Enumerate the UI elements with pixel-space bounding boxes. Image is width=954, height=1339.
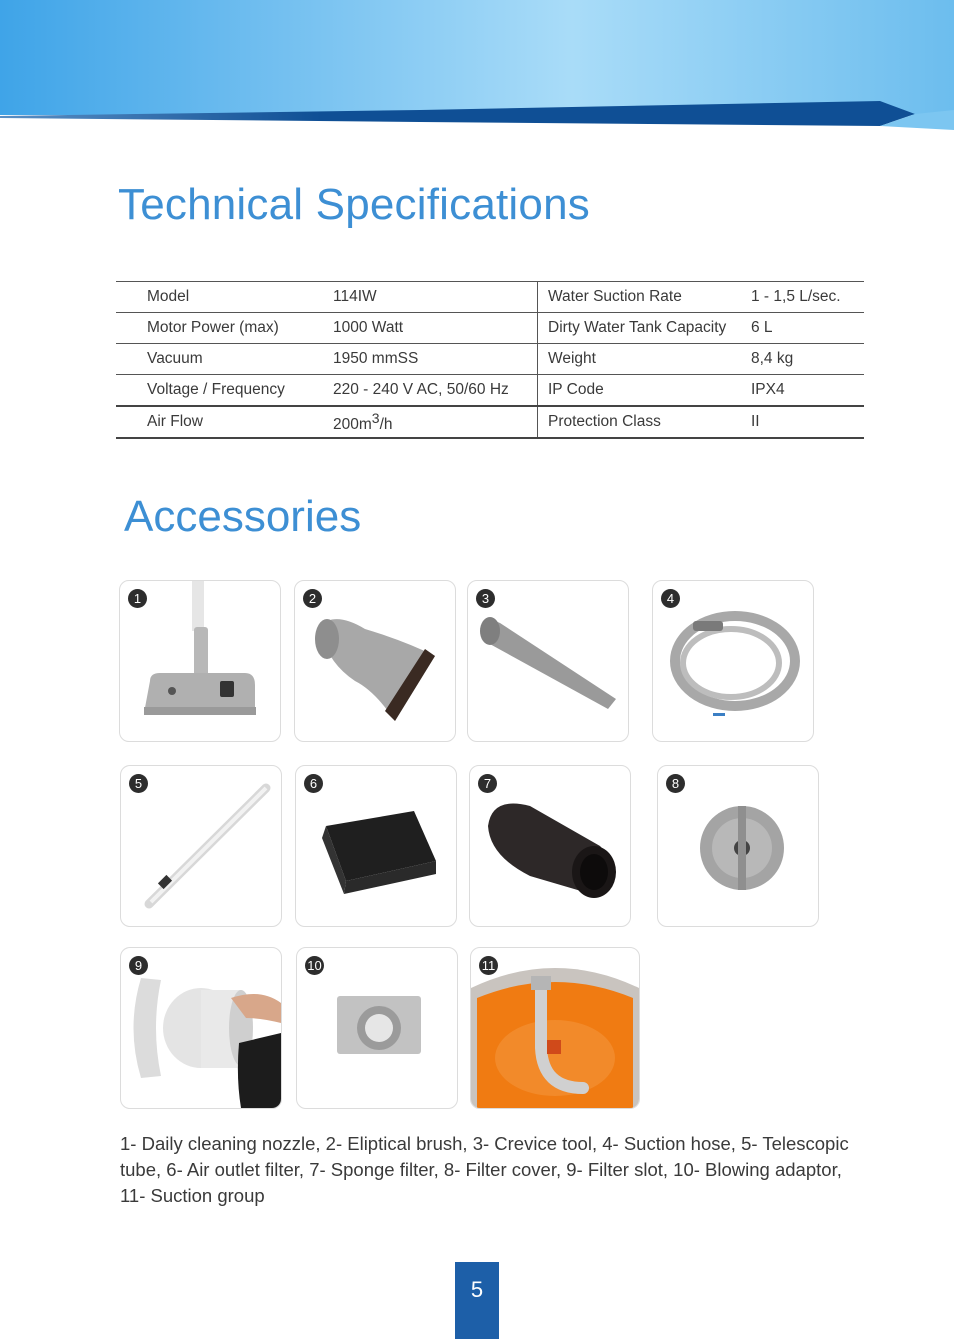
suction-group-icon [471,948,639,1108]
accessory-number-badge: 10 [305,956,324,975]
accessory-tile-2 [294,580,456,742]
spec-value: 114IW [333,282,538,313]
header-banner [0,0,954,130]
accessory-tile-3 [467,580,629,742]
spec-label: Protection Class [538,406,752,438]
accessory-number-badge: 6 [304,774,323,793]
spec-value: 6 L [751,313,864,344]
accessory-tile-6 [295,765,457,927]
page-number: 5 [455,1262,499,1339]
spec-value: 220 - 240 V AC, 50/60 Hz [333,375,538,407]
accessory-tile-9 [120,947,282,1109]
accessory-tile-7 [469,765,631,927]
spec-value: 1000 Watt [333,313,538,344]
spec-label: Water Suction Rate [538,282,752,313]
air-flow-unit-exponent: 3 [371,409,380,426]
accessory-number-badge: 4 [661,589,680,608]
page-title: Technical Specifications [118,180,590,229]
spec-label: Weight [538,344,752,375]
spec-label: Model [116,282,333,313]
spec-value: 1950 mmSS [333,344,538,375]
air-flow-unit-suffix: /h [379,416,393,434]
accessory-tile-4 [652,580,814,742]
table-row [116,375,864,407]
accessory-tile-11 [470,947,640,1109]
spec-label: IP Code [538,375,752,407]
spec-value: 8,4 kg [751,344,864,375]
accessory-number-badge: 7 [478,774,497,793]
specs-table [116,281,864,439]
accessories-title: Accessories [124,492,362,541]
table-row [116,344,864,375]
table-row [116,313,864,344]
accessory-number-badge: 3 [476,589,495,608]
spec-label: Air Flow [116,406,333,438]
accessory-tile-10 [296,947,458,1109]
accessory-tile-8 [657,765,819,927]
table-row [116,406,864,438]
air-flow-value: 200m [333,416,372,434]
accessory-tile-1 [119,580,281,742]
spec-label: Vacuum [116,344,333,375]
spec-value [333,406,538,438]
accessory-number-badge: 9 [129,956,148,975]
accessory-number-badge: 5 [129,774,148,793]
accessory-number-badge: 1 [128,589,147,608]
spec-label: Dirty Water Tank Capacity [538,313,752,344]
spec-value: 1 - 1,5 L/sec. [751,282,864,313]
accessory-tile-5 [120,765,282,927]
spec-label: Voltage / Frequency [116,375,333,407]
accessory-number-badge: 2 [303,589,322,608]
accessories-caption: 1- Daily cleaning nozzle, 2- Eliptical brush, 3- Crevice tool, 4- Suction hose, 5- Telescopic tube, 6- Air outlet filter, 7- Sponge filter, 8- Filter cover, 9- Filter slot, 10- Blowing adaptor, 11- Suction group [120,1133,849,1206]
spec-label: Motor Power (max) [116,313,333,344]
table-row [116,282,864,313]
spec-value: II [751,406,864,438]
accessory-number-badge: 8 [666,774,685,793]
spec-value: IPX4 [751,375,864,407]
accessory-number-badge: 11 [479,956,498,975]
